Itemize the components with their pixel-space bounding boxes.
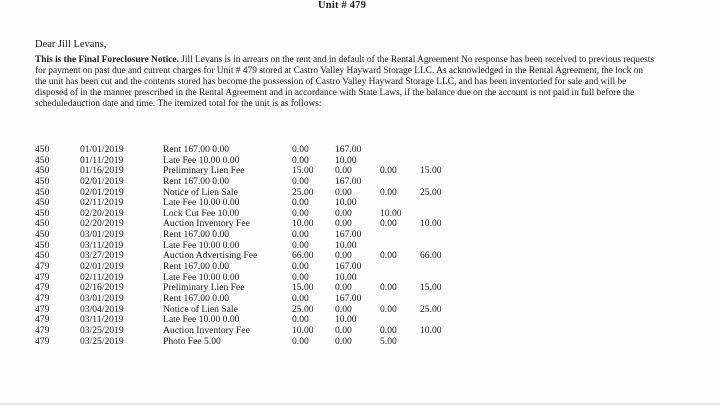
ledger-row <box>35 337 675 348</box>
ledger-cell-d2: 0.00 <box>335 207 352 219</box>
unit-number-header: Unit # 479 <box>318 0 367 11</box>
ledger-cell-d2: 10.00 <box>335 154 357 166</box>
ledger-cell-unit: 450 <box>35 175 50 187</box>
ledger-cell-d1: 0.00 <box>292 335 309 347</box>
ledger-cell-date: 02/01/2019 <box>80 186 124 198</box>
ledger-cell-d1: 15.00 <box>292 165 314 177</box>
ledger-row <box>35 241 675 252</box>
ledger-cell-date: 02/11/2019 <box>80 271 124 283</box>
ledger-cell-d2: 0.00 <box>335 282 352 294</box>
salutation: Dear Jill Levans, <box>35 39 107 50</box>
ledger-cell-desc: Late Fee 10.00 0.00 <box>163 239 240 251</box>
ledger-cell-d4: 10.00 <box>420 324 442 336</box>
ledger-cell-d1: 0.00 <box>292 229 309 241</box>
ledger-cell-desc: Rent 167.00 0.00 <box>163 261 230 273</box>
ledger-cell-desc: Photo Fee 5.00 <box>163 335 221 347</box>
ledger-cell-desc: Notice of Lien Sale <box>163 186 238 198</box>
ledger-cell-d3: 0.00 <box>380 303 397 315</box>
ledger-cell-date: 02/16/2019 <box>80 282 124 294</box>
ledger-cell-d2: 167.00 <box>335 144 362 155</box>
ledger-cell-desc: Auction Inventory Fee <box>163 324 250 336</box>
ledger-cell-desc: Lock Cut Fee 10.00 <box>163 207 240 219</box>
ledger-cell-d1: 0.00 <box>292 144 309 155</box>
ledger-cell-d1: 10.00 <box>292 218 314 230</box>
ledger-cell-d3: 0.00 <box>380 250 397 262</box>
ledger-cell-desc: Auction Inventory Fee <box>163 218 250 230</box>
ledger-cell-d1: 0.00 <box>292 207 309 219</box>
ledger-row <box>35 156 675 167</box>
ledger-cell-date: 01/11/2019 <box>80 154 124 166</box>
ledger-cell-unit: 450 <box>35 239 50 251</box>
ledger-cell-desc: Preliminary Lien Fee <box>163 282 245 294</box>
ledger-cell-d2: 0.00 <box>335 303 352 315</box>
ledger-cell-date: 03/25/2019 <box>80 324 124 336</box>
ledger-cell-d1: 66.00 <box>292 250 314 262</box>
ledger-row <box>35 294 675 305</box>
ledger-cell-unit: 450 <box>35 154 50 166</box>
notice-paragraph <box>35 55 655 110</box>
notice-lead: This is the Final Foreclosure Notice. <box>35 55 179 65</box>
ledger-cell-d3: 0.00 <box>380 282 397 294</box>
ledger-cell-d3: 0.00 <box>380 186 397 198</box>
ledger-cell-date: 02/01/2019 <box>80 175 124 187</box>
ledger-cell-d2: 0.00 <box>335 324 352 336</box>
ledger-cell-d4: 25.00 <box>420 303 442 315</box>
ledger-cell-unit: 479 <box>35 314 50 326</box>
ledger-cell-d4: 15.00 <box>420 165 442 177</box>
notice-body: Jill Levans is in arrears on the rent and in default of the Rental Agreement No response has been received to previous requests for payment on past due and current charges for Unit # 479 stored at Castro Valley Hayward Storage LLC. As acknowledged in the Rental Agreement, the lock on the unit has been cut and the contents stored has become the possession of Castro Valley Hayward Storage LLC, and has been inventoried for sale and will be disposed of in the manner prescribed in the Rental Agreement and in accordance with State Laws, if the balance due on the account is not paid in full before the scheduledauction date and time. The itemized total for the unit is as follows: <box>35 55 655 110</box>
ledger-cell-desc: Late Fee 10.00 0.00 <box>163 271 240 283</box>
ledger-cell-d2: 0.00 <box>335 250 352 262</box>
ledger-cell-desc: Preliminary Lien Fee <box>163 165 245 177</box>
ledger-cell-desc: Auction Advertising Fee <box>163 250 258 262</box>
ledger-cell-d2: 10.00 <box>335 239 357 251</box>
ledger-cell-desc: Late Fee 10.00 0.00 <box>163 197 240 209</box>
ledger-cell-d2: 0.00 <box>335 165 352 177</box>
ledger-cell-date: 03/11/2019 <box>80 239 124 251</box>
ledger-cell-date: 03/01/2019 <box>80 229 124 241</box>
ledger-cell-date: 01/16/2019 <box>80 165 124 177</box>
ledger-cell-unit: 479 <box>35 303 50 315</box>
ledger-cell-desc: Notice of Lien Sale <box>163 303 238 315</box>
ledger-row <box>35 198 675 209</box>
ledger-cell-desc: Rent 167.00 0.00 <box>163 175 230 187</box>
ledger-cell-d2: 167.00 <box>335 292 362 304</box>
ledger-row <box>35 209 675 220</box>
ledger-cell-unit: 479 <box>35 335 50 347</box>
ledger-cell-unit: 479 <box>35 261 50 273</box>
ledger-cell-unit: 450 <box>35 218 50 230</box>
ledger-cell-d4: 25.00 <box>420 186 442 198</box>
ledger-cell-date: 01/01/2019 <box>80 144 124 155</box>
ledger-cell-unit: 479 <box>35 282 50 294</box>
ledger-row <box>35 273 675 284</box>
ledger-cell-d3: 5.00 <box>380 335 397 347</box>
ledger-cell-date: 03/11/2019 <box>80 314 124 326</box>
ledger-cell-d2: 10.00 <box>335 314 357 326</box>
ledger-cell-date: 02/11/2019 <box>80 197 124 209</box>
ledger-cell-d1: 10.00 <box>292 324 314 336</box>
ledger-cell-d2: 0.00 <box>335 218 352 230</box>
ledger-cell-d1: 0.00 <box>292 239 309 251</box>
ledger-row <box>35 326 675 337</box>
ledger-cell-unit: 450 <box>35 165 50 177</box>
ledger-cell-d1: 25.00 <box>292 186 314 198</box>
ledger-cell-d2: 167.00 <box>335 229 362 241</box>
ledger-cell-desc: Late Fee 10.00 0.00 <box>163 314 240 326</box>
ledger-cell-d1: 25.00 <box>292 303 314 315</box>
ledger-cell-date: 02/01/2019 <box>80 261 124 273</box>
ledger-cell-d2: 167.00 <box>335 175 362 187</box>
ledger-cell-d1: 0.00 <box>292 314 309 326</box>
ledger-cell-d4: 15.00 <box>420 282 442 294</box>
ledger-cell-d3: 0.00 <box>380 218 397 230</box>
ledger-cell-d1: 0.00 <box>292 292 309 304</box>
ledger-cell-unit: 479 <box>35 324 50 336</box>
ledger-cell-d2: 0.00 <box>335 186 352 198</box>
ledger-cell-d1: 0.00 <box>292 261 309 273</box>
ledger-cell-desc: Rent 167.00 0.00 <box>163 144 230 155</box>
ledger-cell-d4: 10.00 <box>420 218 442 230</box>
ledger-cell-unit: 450 <box>35 186 50 198</box>
ledger-cell-desc: Rent 167.00 0.00 <box>163 229 230 241</box>
ledger-cell-d2: 10.00 <box>335 197 357 209</box>
ledger-cell-d1: 15.00 <box>292 282 314 294</box>
ledger-cell-date: 03/01/2019 <box>80 292 124 304</box>
ledger-cell-unit: 450 <box>35 144 50 155</box>
ledger-cell-d1: 0.00 <box>292 197 309 209</box>
itemized-ledger <box>35 145 675 347</box>
ledger-cell-d3: 10.00 <box>380 207 402 219</box>
ledger-cell-d2: 167.00 <box>335 261 362 273</box>
ledger-cell-unit: 450 <box>35 229 50 241</box>
ledger-cell-date: 02/20/2019 <box>80 207 124 219</box>
ledger-row <box>35 315 675 326</box>
ledger-cell-unit: 479 <box>35 271 50 283</box>
ledger-cell-d3: 0.00 <box>380 324 397 336</box>
ledger-cell-unit: 479 <box>35 292 50 304</box>
ledger-cell-d1: 0.00 <box>292 271 309 283</box>
ledger-cell-d1: 0.00 <box>292 175 309 187</box>
ledger-cell-date: 03/27/2019 <box>80 250 124 262</box>
ledger-cell-d2: 10.00 <box>335 271 357 283</box>
ledger-cell-date: 02/20/2019 <box>80 218 124 230</box>
ledger-cell-desc: Late Fee 10.00 0.00 <box>163 154 240 166</box>
ledger-cell-date: 03/04/2019 <box>80 303 124 315</box>
ledger-cell-desc: Rent 167.00 0.00 <box>163 292 230 304</box>
ledger-cell-unit: 450 <box>35 250 50 262</box>
ledger-cell-d2: 0.00 <box>335 335 352 347</box>
ledger-row <box>35 177 675 188</box>
ledger-cell-unit: 450 <box>35 197 50 209</box>
ledger-cell-d4: 66.00 <box>420 250 442 262</box>
ledger-cell-d3: 0.00 <box>380 165 397 177</box>
ledger-cell-d1: 0.00 <box>292 154 309 166</box>
ledger-cell-unit: 450 <box>35 207 50 219</box>
ledger-cell-date: 03/25/2019 <box>80 335 124 347</box>
